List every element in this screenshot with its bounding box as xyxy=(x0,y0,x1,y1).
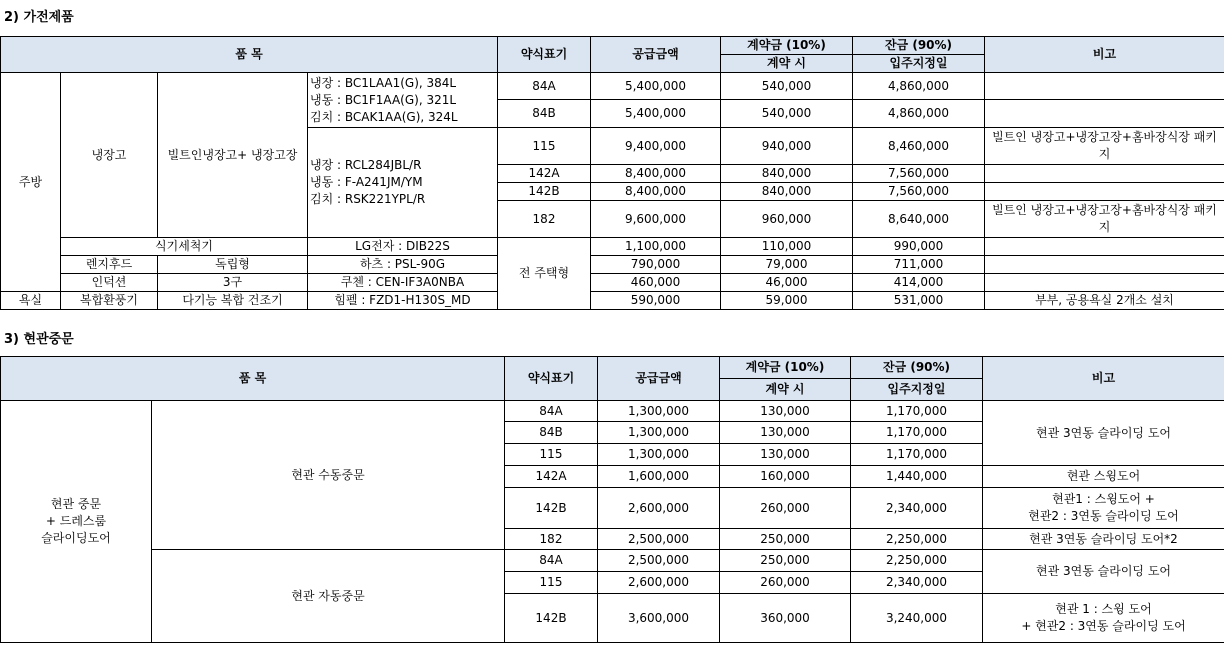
section-title-doors: 3) 현관중문 xyxy=(4,332,74,347)
header-type: 약식표기 xyxy=(498,37,591,73)
cell-contract: 79,000 xyxy=(721,256,853,274)
builtin-label: 빌트인냉장고+ 냉장고장 xyxy=(158,73,308,238)
header-supply: 공급금액 xyxy=(598,357,720,401)
bath-model: 힘펠 : FZD1-H130S_MD xyxy=(308,292,498,310)
cell-contract: 110,000 xyxy=(721,238,853,256)
cell-supply: 590,000 xyxy=(591,292,721,310)
appliance-table xyxy=(0,36,1224,310)
cell-balance: 1,170,000 xyxy=(851,422,983,444)
cell-type: 84A xyxy=(505,401,598,422)
cell-supply: 3,600,000 xyxy=(598,594,720,643)
cell-note: 빌트인 냉장고+냉장고장+홈바장식장 패키지 xyxy=(985,201,1224,238)
cell-balance: 2,250,000 xyxy=(851,529,983,550)
induction-name: 인덕션 xyxy=(61,274,158,292)
cell-balance: 4,860,000 xyxy=(853,73,985,100)
cell-contract: 540,000 xyxy=(721,73,853,100)
fridge-models-a: 냉장 : BC1LAA1(G), 384L 냉동 : BC1F1AA(G), 321L 김치 : BCAK1AA(G), 324L xyxy=(308,73,498,128)
cell-contract: 840,000 xyxy=(721,165,853,183)
cell-contract: 250,000 xyxy=(720,529,851,550)
cell-note: 부부, 공용욕실 2개소 설치 xyxy=(985,292,1224,310)
induction-spec: 3구 xyxy=(158,274,308,292)
cell-contract: 160,000 xyxy=(720,466,851,488)
all-types: 전 주택형 xyxy=(498,238,591,310)
cell-supply: 8,400,000 xyxy=(591,165,721,183)
cell-balance: 2,340,000 xyxy=(851,488,983,529)
cell-type: 182 xyxy=(498,201,591,238)
header-supply: 공급금액 xyxy=(591,37,721,73)
header-type: 약식표기 xyxy=(505,357,598,401)
header-item: 품 목 xyxy=(1,37,498,73)
hood-name: 렌지후드 xyxy=(61,256,158,274)
cell-supply: 1,300,000 xyxy=(598,444,720,466)
cell-note xyxy=(985,238,1224,256)
cell-note: 현관 3연동 슬라이딩 도어 xyxy=(983,550,1224,594)
cell-contract: 260,000 xyxy=(720,488,851,529)
cell-type: 142B xyxy=(505,488,598,529)
cell-contract: 130,000 xyxy=(720,422,851,444)
cell-note xyxy=(985,183,1224,201)
cell-note: 현관 스윙도어 xyxy=(983,466,1224,488)
cell-type: 115 xyxy=(498,128,591,165)
cell-supply: 8,400,000 xyxy=(591,183,721,201)
header-contract-sub: 계약 시 xyxy=(720,379,851,401)
cell-balance: 711,000 xyxy=(853,256,985,274)
cell-balance: 3,240,000 xyxy=(851,594,983,643)
area-kitchen: 주방 xyxy=(1,73,61,292)
cell-balance: 1,170,000 xyxy=(851,444,983,466)
cell-note: 현관 1 : 스윙 도어 + 현관2 : 3연동 슬라이딩 도어 xyxy=(983,594,1224,643)
cell-note xyxy=(985,256,1224,274)
cell-supply: 1,600,000 xyxy=(598,466,720,488)
cell-supply: 2,600,000 xyxy=(598,572,720,594)
table-row xyxy=(1,238,1224,256)
cell-supply: 5,400,000 xyxy=(591,73,721,100)
cell-supply: 5,400,000 xyxy=(591,100,721,128)
cell-balance: 1,170,000 xyxy=(851,401,983,422)
cell-contract: 940,000 xyxy=(721,128,853,165)
cell-balance: 8,640,000 xyxy=(853,201,985,238)
header-balance: 잔금 (90%) xyxy=(851,357,983,379)
cell-contract: 360,000 xyxy=(720,594,851,643)
cell-type: 84A xyxy=(505,550,598,572)
dishwasher-name: 식기세척기 xyxy=(61,238,308,256)
cell-note: 현관 3연동 슬라이딩 도어 xyxy=(983,401,1224,466)
door-table xyxy=(0,356,1224,643)
cell-supply: 2,600,000 xyxy=(598,488,720,529)
header-contract-sub: 계약 시 xyxy=(721,55,853,73)
cell-balance: 414,000 xyxy=(853,274,985,292)
cell-type: 142B xyxy=(498,183,591,201)
cell-contract: 840,000 xyxy=(721,183,853,201)
cell-contract: 46,000 xyxy=(721,274,853,292)
header-item: 품 목 xyxy=(1,357,505,401)
cell-note: 빌트인 냉장고+냉장고장+홈바장식장 패키지 xyxy=(985,128,1224,165)
fridge-label: 냉장고 xyxy=(61,73,158,238)
cell-balance: 4,860,000 xyxy=(853,100,985,128)
cell-supply: 1,300,000 xyxy=(598,422,720,444)
cell-contract: 130,000 xyxy=(720,401,851,422)
cell-supply: 9,400,000 xyxy=(591,128,721,165)
auto-door-label: 현관 자동중문 xyxy=(152,550,505,643)
cell-contract: 960,000 xyxy=(721,201,853,238)
section-title-appliances: 2) 가전제품 xyxy=(4,10,74,25)
cell-note xyxy=(985,73,1224,100)
header-contract: 계약금 (10%) xyxy=(721,37,853,55)
cell-type: 84B xyxy=(498,100,591,128)
cell-note xyxy=(985,100,1224,128)
table-row xyxy=(1,73,1224,100)
cell-contract: 260,000 xyxy=(720,572,851,594)
cell-type: 142A xyxy=(498,165,591,183)
header-balance-sub: 입주지정일 xyxy=(853,55,985,73)
cell-supply: 1,300,000 xyxy=(598,401,720,422)
bath-spec: 다기능 복합 건조기 xyxy=(158,292,308,310)
cell-balance: 8,460,000 xyxy=(853,128,985,165)
manual-door-label: 현관 수동중문 xyxy=(152,401,505,550)
table-header-row xyxy=(1,357,1224,379)
cell-balance: 2,340,000 xyxy=(851,572,983,594)
cell-type: 84B xyxy=(505,422,598,444)
cell-type: 182 xyxy=(505,529,598,550)
cell-contract: 540,000 xyxy=(721,100,853,128)
cell-balance: 1,440,000 xyxy=(851,466,983,488)
fridge-models-b: 냉장 : RCL284JBL/R 냉동 : F-A241JM/YM 김치 : RSK221YPL/R xyxy=(308,128,498,238)
cell-supply: 2,500,000 xyxy=(598,550,720,572)
header-balance: 잔금 (90%) xyxy=(853,37,985,55)
cell-contract: 130,000 xyxy=(720,444,851,466)
table-row xyxy=(1,401,1224,422)
cell-supply: 2,500,000 xyxy=(598,529,720,550)
dishwasher-model: LG전자 : DIB22S xyxy=(308,238,498,256)
table-row xyxy=(1,550,1224,572)
cell-balance: 7,560,000 xyxy=(853,165,985,183)
table-row xyxy=(1,292,1224,310)
header-contract: 계약금 (10%) xyxy=(720,357,851,379)
cell-balance: 531,000 xyxy=(853,292,985,310)
cell-note: 현관1 : 스윙도어 + 현관2 : 3연동 슬라이딩 도어 xyxy=(983,488,1224,529)
hood-spec: 독립형 xyxy=(158,256,308,274)
cell-supply: 790,000 xyxy=(591,256,721,274)
cell-type: 84A xyxy=(498,73,591,100)
cell-type: 115 xyxy=(505,572,598,594)
area-bath: 욕실 xyxy=(1,292,61,310)
cell-contract: 59,000 xyxy=(721,292,853,310)
cell-balance: 7,560,000 xyxy=(853,183,985,201)
cell-supply: 460,000 xyxy=(591,274,721,292)
cell-supply: 1,100,000 xyxy=(591,238,721,256)
cell-contract: 250,000 xyxy=(720,550,851,572)
header-note: 비고 xyxy=(983,357,1224,401)
header-balance-sub: 입주지정일 xyxy=(851,379,983,401)
cell-balance: 2,250,000 xyxy=(851,550,983,572)
cell-supply: 9,600,000 xyxy=(591,201,721,238)
cell-type: 142B xyxy=(505,594,598,643)
cell-balance: 990,000 xyxy=(853,238,985,256)
cell-note: 현관 3연동 슬라이딩 도어*2 xyxy=(983,529,1224,550)
bath-name: 복합환풍기 xyxy=(61,292,158,310)
table-row xyxy=(1,274,1224,292)
cell-type: 142A xyxy=(505,466,598,488)
induction-model: 쿠첸 : CEN-IF3A0NBA xyxy=(308,274,498,292)
door-category: 현관 중문 + 드레스룸 슬라이딩도어 xyxy=(1,401,152,643)
table-header-row xyxy=(1,37,1224,55)
cell-note xyxy=(985,165,1224,183)
cell-note xyxy=(985,274,1224,292)
cell-type: 115 xyxy=(505,444,598,466)
header-note: 비고 xyxy=(985,37,1224,73)
table-row xyxy=(1,256,1224,274)
hood-model: 하츠 : PSL-90G xyxy=(308,256,498,274)
